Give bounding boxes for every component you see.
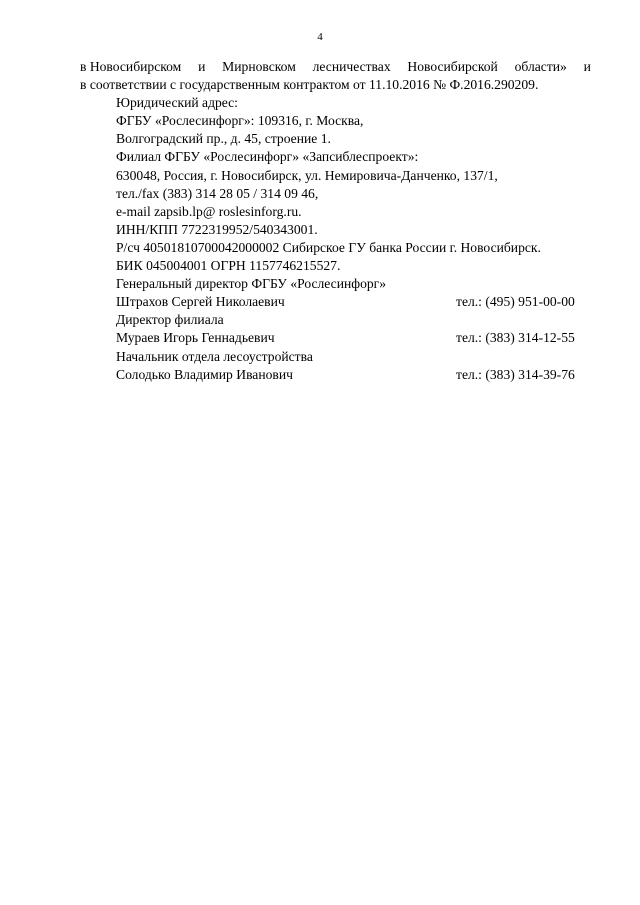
branch-email-line: e-mail zapsib.lp@ roslesinforg.ru.: [116, 203, 302, 219]
contact-position: Генеральный директор ФГБУ «Рослесинфорг»: [116, 276, 387, 292]
document-body: [80, 58, 591, 384]
contact-position: Директор филиала: [116, 312, 224, 328]
intro-word: Мирновском: [222, 59, 296, 74]
branch-name-line: Филиал ФГБУ «Рослесинфорг» «Запсиблеспроект»:: [116, 149, 419, 165]
branch-phone-line: тел./fax (383) 314 28 05 / 314 09 46,: [116, 185, 319, 201]
intro-line-1: [80, 58, 591, 76]
branch-inn-line: ИНН/КПП 7722319952/540343001.: [116, 221, 318, 237]
intro-word: области»: [514, 59, 567, 74]
contact-name: Штрахов Сергей Николаевич: [116, 294, 285, 310]
legal-street-line: Волгоградский пр., д. 45, строение 1.: [116, 131, 331, 147]
contact-row: [80, 329, 591, 347]
page-number: 4: [317, 31, 323, 43]
contact-phone: тел.: (383) 314-12-55: [456, 330, 575, 346]
contact-phone: тел.: (495) 951-00-00: [456, 294, 575, 310]
contact-position: Начальник отдела лесоустройства: [116, 348, 313, 364]
contact-row: [80, 366, 591, 384]
branch-bik-line: БИК 045004001 ОГРН 1157746215527.: [116, 258, 341, 274]
intro-line-2: в соответствии с государственным контрактом от 11.10.2016 № Ф.2016.290209.: [80, 77, 539, 93]
intro-word: и: [583, 59, 591, 74]
contact-name: Солодько Владимир Иванович: [116, 366, 293, 382]
intro-word: лесничествах: [312, 59, 391, 74]
intro-word: в Новосибирском: [80, 59, 182, 74]
legal-org-line: ФГБУ «Рослесинфорг»: 109316, г. Москва,: [116, 113, 364, 129]
contact-name: Мураев Игорь Геннадьевич: [116, 330, 275, 346]
contact-row: [80, 293, 591, 311]
legal-address-heading: Юридический адрес:: [116, 95, 238, 111]
branch-account-line: Р/сч 40501810700042000002 Сибирское ГУ банка России г. Новосибирск.: [116, 239, 541, 255]
intro-word: Новосибирской: [407, 59, 498, 74]
contact-phone: тел.: (383) 314-39-76: [456, 366, 575, 382]
intro-word: и: [198, 59, 206, 74]
branch-address-line: 630048, Россия, г. Новосибирск, ул. Немировича-Данченко, 137/1,: [116, 167, 498, 183]
